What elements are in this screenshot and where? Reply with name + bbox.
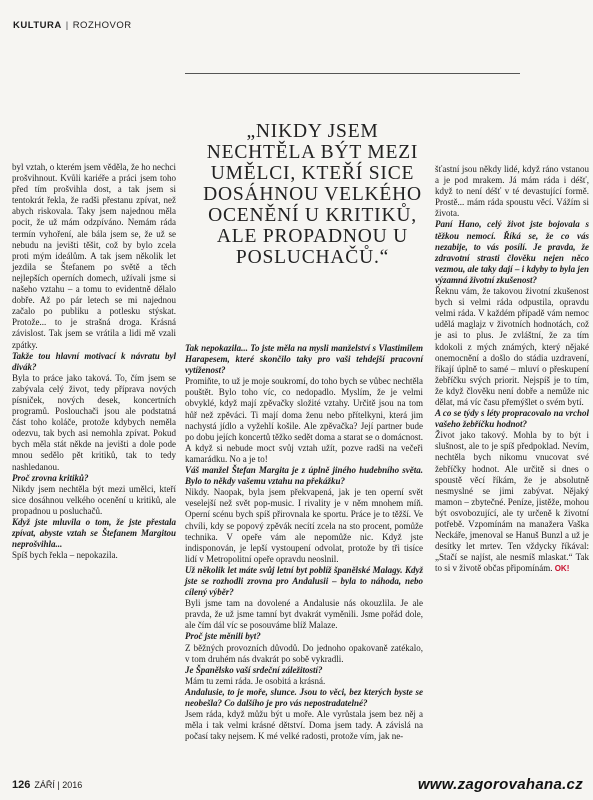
interview-answer: byl vztah, o kterém jsem věděla, že ho nechci prošvihnout. Kvůli kariéře a práci jsem toho před tím prošvihla dost, a tak jsem si tentokrát řekla, že radši přestanu zpívat, než abych riskovala. Taky jsem najednou měla pocit, že už mám odzpíváno. Nemám ráda termín vyhoření, ale bála jsem se, že už se nebudu na jevišti těšit, což by bylo zcela proti mým ideálům. A tak jsem několik let jezdila se Štefanem po světě a těch nejlepších operních domech, užívali jsme si našeho vztahu – a tomu to evidentně dělalo dobře. Až po pár letech se mi najednou začalo po publiku a potlesku stýskat. Protože... to je strašná droga. Krásná závislost. Tak jsem se vrátila a lidi mě vzali zpátky. <box>12 162 176 350</box>
interview-answer: Jsem ráda, když můžu být u moře. Ale vyrůstala jsem bez něj a měla i tak velmi krásné dětství. Doma jsem tady. A závislá na počasí taky nejsem. K mé velké radosti, protože vím, jak ne- <box>185 709 423 742</box>
interview-answer: Nikdy jsem nechtěla být mezi umělci, kteří sice dosáhnou velkého ocenění u kritiků, ale propadnou u posluchačů. <box>12 483 176 516</box>
interview-answer: Byli jsme tam na dovolené a Andalusie nás okouzlila. Je ale pravda, že už jsme tamní byt dvakrát vyměnili. Jsme pořád dole, ale čím dál víc se posouváme blíž Malaze. <box>185 598 423 631</box>
interview-answer: šťastní jsou někdy lidé, když ráno vstanou a je pod mrakem. Já mám ráda i déšť, když to není déšť v té devastující formě. Prostě... mám ráda spoustu věcí. Vážím si života. <box>435 164 589 219</box>
interview-answer: Spíš bych řekla – nepokazila. <box>12 550 118 561</box>
subsection-label: ROZHOVOR <box>72 20 132 31</box>
interview-answer: Z běžných provozních důvodů. Do jednoho opakovaně zatékalo, v tom druhém nás dvakrát po sobě vykradli. <box>185 642 423 664</box>
interview-question: Když jste mluvila o tom, že jste přestala zpívat, abyste vztah se Štefanem Margitou neprošvihla... <box>12 517 176 550</box>
interview-question: Už několik let máte svůj letní byt poblíž španělské Malagy. Když jste se rozhodli zrovna pro Andalusii – byla to náhoda, nebo cílený výběr? <box>185 564 423 598</box>
interview-answer: Nikdy. Naopak, byla jsem překvapená, jak je ten operní svět veselejší než svět pop-music. I rivality je v něm mnohem míň. Operní scénu bych spíš přirovnala ke sportu. Práce je to těžší. Ve chvíli, kdy se popový zpěvák necítí zcela na sto procent, pomůže technika. V opeře vám ale nepomůže nic. Když jste indisponován, je lepší vystoupení odvolat, protože by tři tisíce lidí v Metropolitní opeře opravdu neoslnil. <box>185 487 423 564</box>
interview-question: A co se týdy s léty propracovalo na vrchol vašeho žebříčku hodnot? <box>435 408 589 430</box>
interview-question: Proč jste měnili byt? <box>185 631 261 642</box>
interview-answer: Mám tu zemi ráda. Je osobitá a krásná. <box>185 675 326 686</box>
interview-answer: Život jako takový. Mohla by to být i slušnost, ale to je spíš předpoklad. Nevím, nechtěla bych nikomu vnucovat své žebříčky hodnot. Ale určitě si dnes o spoustě věcí říkám, že je absolutně nesmyslné se jimi zabývat. Nějaký mamon – zbytečné. Peníze, jistěže, mohou být osvobozující, ale ty určeně k životní potřebě. Vzpomínám na manažera Vaška Neckáře, jmenoval se Hanuš Bunzl a už je desítky let mrtev. Ten vždycky říkával: „Stačí se najíst, ale nesmíš mlaskat.“ Tak to si v životě občas připomínám. OK! <box>435 430 589 574</box>
header-rule <box>185 73 520 74</box>
section-label: KULTURA <box>13 20 62 31</box>
text-column-1 <box>12 162 176 561</box>
interview-question: Proč zrovna kritiků? <box>12 472 89 483</box>
page-number: 126 <box>12 779 31 791</box>
interview-answer: Promiňte, to už je moje soukromí, do toho bych se vůbec nechtěla pouštět. Bylo toho víc, co nedopadlo. Myslím, že je velmi obvyklé, když mají zpěvačky složité vztahy. Určitě jsou na tom hůř než zpěváci. Ti mají doma ženu nebo přítelkyni, která jim nachystá jídlo a vyžehlí košile. Ale zpěvačka? Její partner bude po dobu jejích koncertů těžko sedět doma a starat se o domácnost. A když si nebude moct svůj vztah užít, pozve radši na večeři kamarádku. No a je to! <box>185 376 423 464</box>
text-column-2 <box>185 343 423 742</box>
interview-answer: Řeknu vám, že takovou životní zkušenost bych si velmi ráda odpustila, opravdu velmi ráda. V každém případě vám nemoc udělá maglajz v životních hodnotách, což je asi to plus. Je zvláštní, že za tím kdokoli z mých známých, který nějaké onemocnění a došlo do stádia uzdravení, říkají úplně to samé – mluví o přeskupení žebříčku svých priorit. Nejspíš je to tím, že když člověku není dobře a nemůže nic dělat, má víc času přemýšlet o svém bytí. <box>435 286 589 407</box>
interview-question: Tak nepokazila... To jste měla na mysli manželství s Vlastimilem Harapesem, které skončilo taky pro vaši tehdejší pracovní vytíženost? <box>185 343 423 376</box>
interview-question: Andalusie, to je moře, slunce. Jsou to věci, bez kterých byste se neobešla? Co dalšího je pro vás nepostradatelné? <box>185 686 423 708</box>
issue-label: ZÁŘÍ | 2016 <box>34 780 83 790</box>
interview-question: Takže tou hlavní motivací k návratu byl divák? <box>12 350 176 372</box>
header-separator: | <box>65 20 69 31</box>
text-column-3 <box>435 164 589 574</box>
page-footer <box>12 779 82 791</box>
end-mark: OK! <box>552 564 570 574</box>
interview-answer: Byla to práce jako taková. To, čím jsem se zabývala celý život, tedy příprava nových písniček, nových desek, koncertních programů. Poslouchači jsou ale podstatná část toho koláče, protože kdybych neměla odezvu, tak bych asi nemohla zpívat. Pokud bych měla stát někde na jevišti a dole pode mnou sedělo pět kritiků, tak to tedy nashledanou. <box>12 372 176 472</box>
watermark-url: www.zagorovahana.cz <box>417 776 583 793</box>
pull-quote: „NIKDY JSEM NECHTĚLA BÝT MEZI UMĚLCI, KTEŘÍ SICE DOSÁHNOU VELKÉHO OCENĚNÍ U KRITIKŮ, ALE PROPADNOU U POSLUCHAČŮ.“ <box>203 121 422 268</box>
interview-question: Váš manžel Štefan Margita je z úplně jiného hudebního světa. Bylo to někdy vašemu vztahu na překážku? <box>185 465 423 487</box>
interview-question: Je Španělsko vaší srdeční záležitostí? <box>185 664 323 675</box>
interview-question: Paní Hano, celý život jste bojovala s těžkou nemocí. Říká se, že co vás nezabije, to vás posílí. Je pravda, že zdravotní strasti člověku nejen něco vezmou, ale taky dají – i kdyby to byla jen výzamná životní zkušenost? <box>435 219 589 285</box>
section-header <box>13 20 132 31</box>
